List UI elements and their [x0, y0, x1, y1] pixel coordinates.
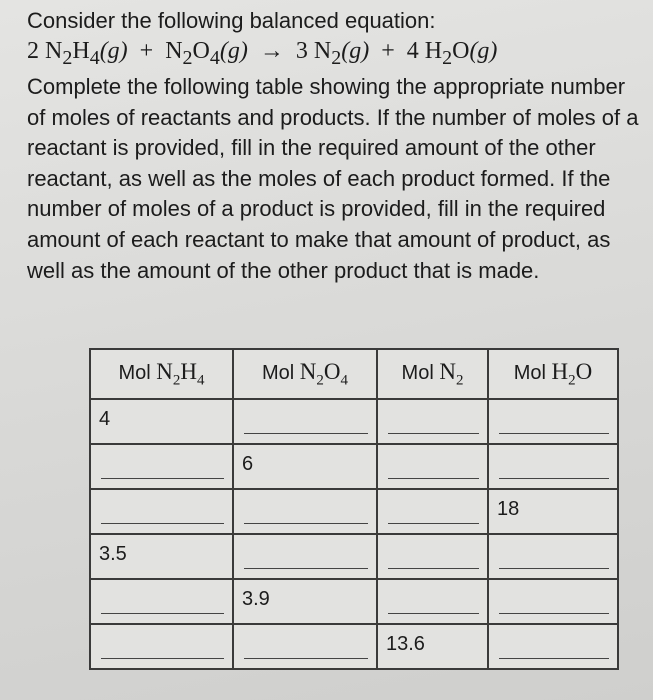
cell-n2[interactable] — [377, 534, 488, 579]
table-row — [90, 444, 618, 489]
cell-n2[interactable] — [377, 579, 488, 624]
answer-blank[interactable] — [101, 613, 224, 614]
table-row — [90, 624, 618, 669]
cell-n2h4 — [90, 534, 233, 579]
question-instructions: Complete the following table showing the appropriate number of moles of reactants and products. If the number of moles of a reactant is provided, fill in the required amount of the other reactant, as well as the moles of each product formed. If the number of moles of a product is provided, fill in the required amount of each reactant to make that amount of product, as well as the amount of the other product that is made. — [27, 74, 639, 283]
header-mol-n2h4: Mol $N_2H_4$ — [90, 349, 233, 399]
answer-blank[interactable] — [388, 613, 479, 614]
cell-n2h4 — [90, 399, 233, 444]
header-mol-n2o4: Mol $N_2O_4$ — [233, 349, 377, 399]
cell-n2[interactable] — [377, 399, 488, 444]
answer-blank[interactable] — [499, 568, 609, 569]
cell-n2o4[interactable] — [233, 534, 377, 579]
answer-blank[interactable] — [388, 478, 479, 479]
given-value: 13.6 — [386, 633, 425, 655]
cell-n2o4[interactable] — [233, 399, 377, 444]
cell-n2 — [377, 624, 488, 669]
cell-n2o4 — [233, 579, 377, 624]
cell-n2h4[interactable] — [90, 489, 233, 534]
balanced-equation: 2 $N_2H_4(g) + N_2O_4(g) \to 3$ $N_2(g) + 4$ $H_2O(g)$ — [27, 38, 498, 69]
answer-blank[interactable] — [388, 523, 479, 524]
cell-h2o[interactable] — [488, 534, 618, 579]
cell-h2o[interactable] — [488, 624, 618, 669]
answer-blank[interactable] — [101, 478, 224, 479]
header-mol-n2: Mol $N_2$ — [377, 349, 488, 399]
answer-blank[interactable] — [244, 523, 368, 524]
cell-n2h4[interactable] — [90, 624, 233, 669]
answer-blank[interactable] — [244, 433, 368, 434]
given-value: 3.5 — [99, 543, 127, 565]
table-body — [90, 399, 618, 669]
answer-blank[interactable] — [499, 433, 609, 434]
given-value: 3.9 — [242, 588, 270, 610]
cell-n2h4[interactable] — [90, 579, 233, 624]
answer-blank[interactable] — [101, 658, 224, 659]
answer-blank[interactable] — [388, 568, 479, 569]
cell-h2o[interactable] — [488, 579, 618, 624]
table-row — [90, 534, 618, 579]
given-value: 18 — [497, 498, 520, 520]
table-row — [90, 489, 618, 534]
given-value: 6 — [242, 453, 254, 475]
cell-h2o[interactable] — [488, 444, 618, 489]
cell-h2o — [488, 489, 618, 534]
answer-blank[interactable] — [499, 613, 609, 614]
table-row — [90, 399, 618, 444]
cell-n2h4[interactable] — [90, 444, 233, 489]
cell-n2[interactable] — [377, 444, 488, 489]
answer-blank[interactable] — [244, 658, 368, 659]
question-intro: Consider the following balanced equation: — [27, 8, 436, 33]
cell-n2o4[interactable] — [233, 489, 377, 534]
table-header-row — [90, 349, 618, 399]
table-row — [90, 579, 618, 624]
header-mol-h2o: Mol $H_2O$ — [488, 349, 618, 399]
moles-table — [89, 348, 619, 670]
cell-n2o4 — [233, 444, 377, 489]
answer-blank[interactable] — [388, 433, 479, 434]
cell-h2o[interactable] — [488, 399, 618, 444]
answer-blank[interactable] — [499, 478, 609, 479]
answer-blank[interactable] — [101, 523, 224, 524]
answer-blank[interactable] — [499, 658, 609, 659]
cell-n2[interactable] — [377, 489, 488, 534]
cell-n2o4[interactable] — [233, 624, 377, 669]
answer-blank[interactable] — [244, 568, 368, 569]
given-value: 4 — [99, 408, 111, 430]
